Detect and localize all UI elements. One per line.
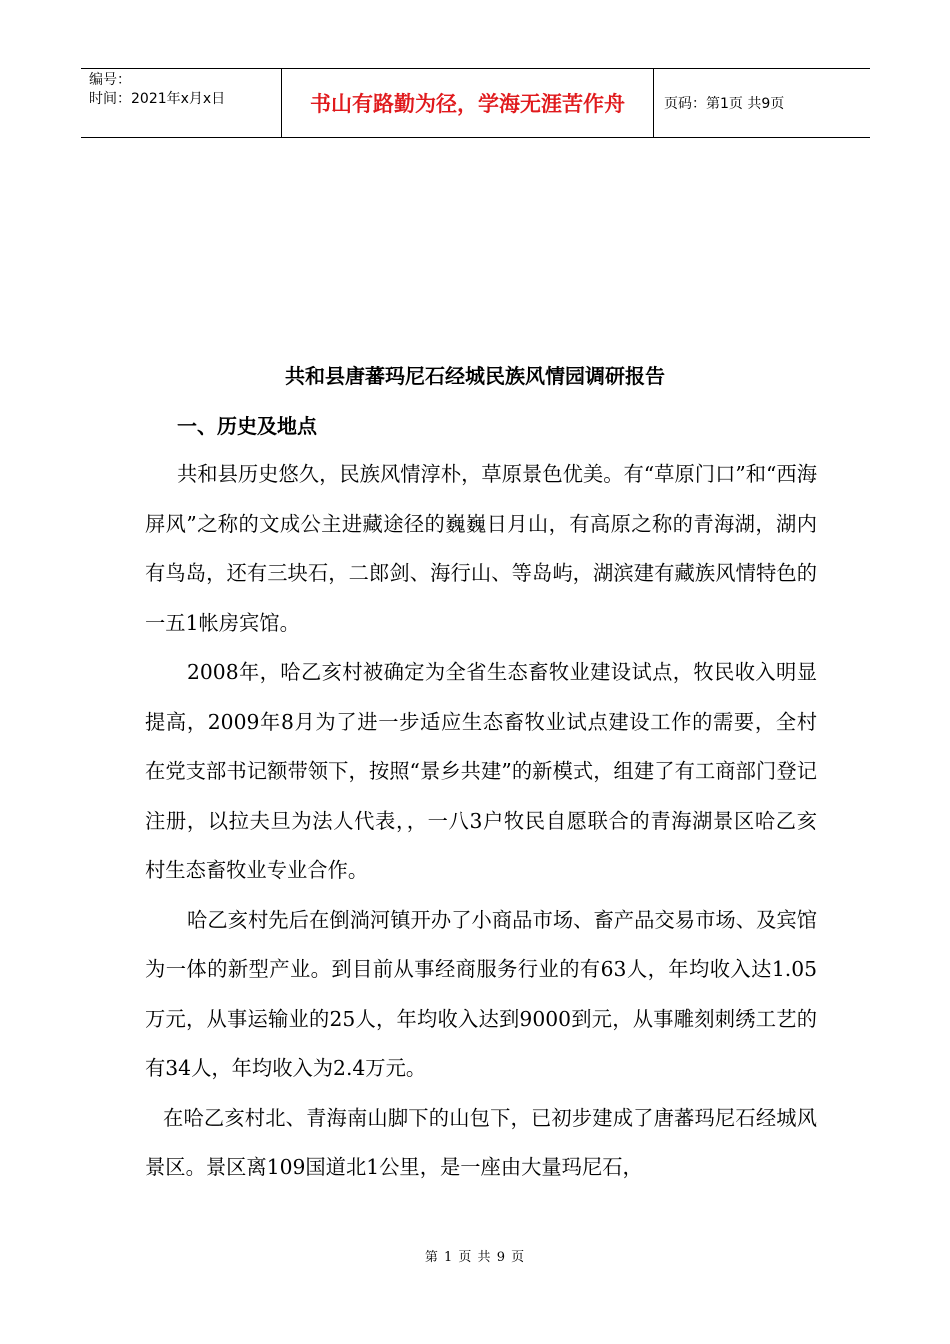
paragraph-4: 在哈乙亥村北、青海南山脚下的山包下，已初步建成了唐蕃玛尼石经城风景区。景区离109国道北1公里，是一座由大量玛尼石， [145, 1105, 817, 1179]
page-header [81, 68, 870, 138]
paragraph-3: 哈乙亥村先后在倒淌河镇开办了小商品市场、畜产品交易市场、及宾馆为一体的新型产业。到目前从事经商服务行业的有63人，年均收入达1.05万元，从事运输业的25人，年均收入达到9000到元，从事雕刻刺绣工艺的有34人，年均收入为2.4万元。 [145, 907, 817, 1080]
page-footer: 第 1 页 共 9 页 [424, 1250, 526, 1265]
header-motto: 书山有路勤为径，学海无涯苦作舟 [310, 91, 625, 116]
document-title: 共和县唐蕃玛尼石经城民族风情园调研报告 [285, 364, 665, 388]
document-number-label: 编号： [89, 72, 131, 88]
section-heading: 一、历史及地点 [177, 414, 317, 438]
header-page-cell [654, 69, 870, 137]
header-motto-cell [282, 69, 654, 137]
document-time-label: 时间：2021年x月x日 [89, 91, 226, 107]
document-body [145, 450, 817, 1193]
paragraph-1: 共和县历史悠久，民族风情淳朴，草原景色优美。有“草原门口”和“西海屏风”之称的文成公主进藏途径的巍巍日月山，有高原之称的青海湖，湖内有鸟岛，还有三块石，二郎剑、海行山、等岛屿，湖滨建有藏族风情特色的一五1帐房宾馆。 [145, 462, 817, 635]
header-page-info: 页码：第1页 共9页 [664, 96, 785, 112]
header-meta-cell [81, 69, 282, 137]
paragraph-2: 2008年，哈乙亥村被确定为全省生态畜牧业建设试点，牧民收入明显提高，2009年8月为了进一步适应生态畜牧业试点建设工作的需要，全村在党支部书记额带领下，按照“景乡共建”的新模式，组建了有工商部门登记注册，以拉夫旦为法人代表，，一八3户牧民自愿联合的青海湖景区哈乙亥村生态畜牧业专业合作。 [145, 660, 817, 882]
